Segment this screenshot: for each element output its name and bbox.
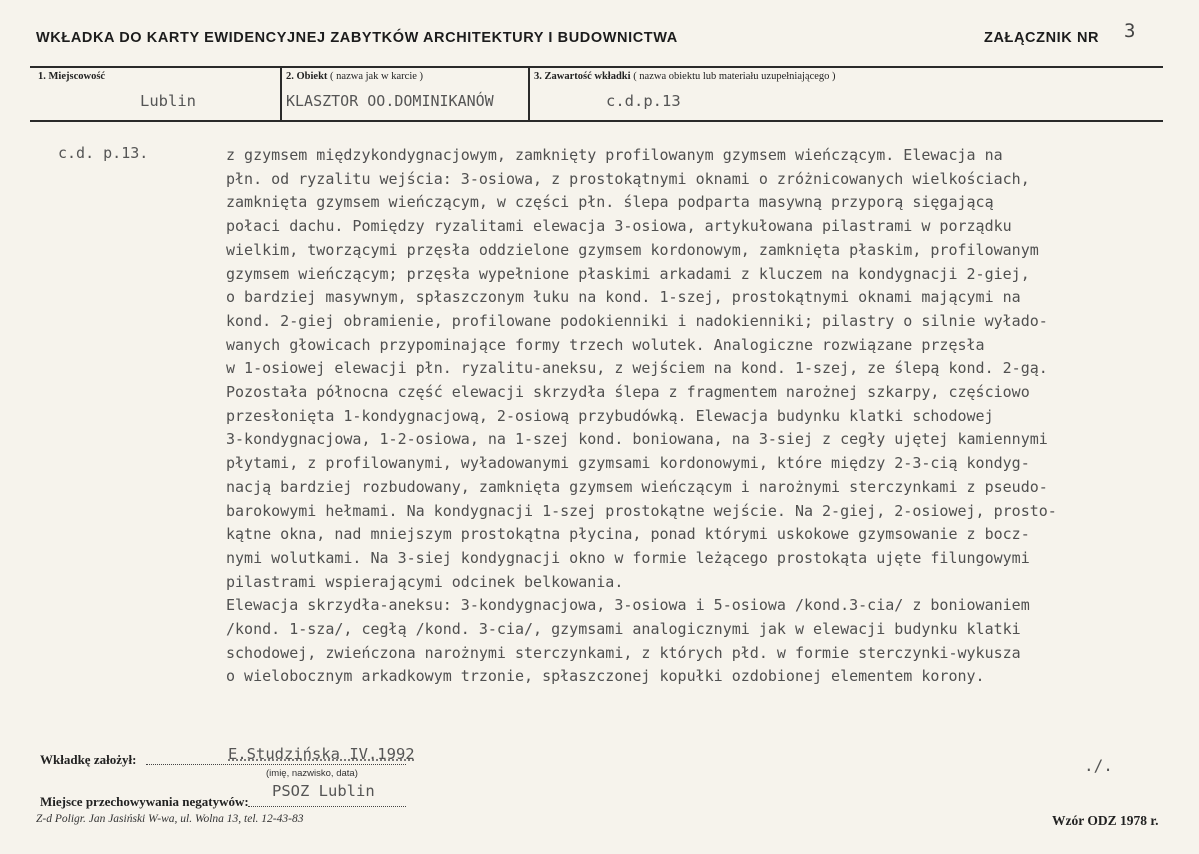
fields-divider-2 bbox=[528, 66, 530, 122]
side-reference: c.d. p.13. bbox=[58, 144, 149, 162]
object-value: KLASZTOR OO.DOMINIKANÓW bbox=[286, 92, 494, 110]
object-label-note: ( nazwa jak w karcie ) bbox=[330, 71, 424, 82]
fields-bottom-rule bbox=[30, 120, 1163, 122]
contents-label bbox=[534, 71, 836, 82]
form-title: WKŁADKA DO KARTY EWIDENCYJNEJ ZABYTKÓW ARCHITEKTURY I BUDOWNICTWA bbox=[36, 30, 678, 46]
description-line: w 1-osiowej elewacji płn. ryzalitu-aneksu, z wejściem na kond. 1-szej, ze ślepą kond. 2-gą. bbox=[226, 359, 1048, 378]
printer-note: Z-d Poligr. Jan Jasiński W-wa, ul. Wolna 13, tel. 12-43-83 bbox=[36, 813, 304, 825]
contents-label-note: ( nazwa obiektu lub materiału uzupełniającego ) bbox=[633, 71, 836, 82]
locality-label: 1. Miejscowość bbox=[38, 71, 106, 82]
fields-divider-1 bbox=[280, 66, 282, 122]
negatives-label: Miejsce przechowywania negatywów: bbox=[40, 794, 249, 809]
compiled-by-label: Wkładkę założył: bbox=[40, 752, 137, 767]
description-line: barokowymi hełmami. Na kondygnacji 1-szej prostokątne wejście. Na 2-giej, 2-osiowej, prosto- bbox=[226, 501, 1057, 520]
annex-number: 3 bbox=[1124, 20, 1136, 42]
description-line: płn. od ryzalitu wejścia: 3-osiowa, z prostokątnymi oknami o zróżnicowanych wielkościach, bbox=[226, 169, 1030, 188]
description-line: wanych głowicach przypominające formy trzech wolutek. Analogiczne rozwiązane przęsła bbox=[226, 335, 985, 354]
contents-value: c.d.p.13 bbox=[606, 92, 681, 110]
description-line: o bardziej masywnym, spłaszczonym łuku na kond. 1-szej, prostokątnymi oknami mającymi na bbox=[226, 288, 1021, 307]
object-label bbox=[286, 71, 423, 82]
description-line: z gzymsem międzykondygnacjowym, zamknięty profilowanym gzymsem wieńczącym. Elewacja na bbox=[226, 146, 1003, 164]
description-line: nacją bardziej rozbudowany, zamknięta gzymsem wieńczącym i narożnymi sterczynkami z pseudo- bbox=[226, 477, 1048, 496]
description-line: gzymsem wieńczącym; przęsła wypełnione płaskimi arkadami z kluczem na kondygnacji 2-giej, bbox=[226, 264, 1030, 283]
description-line: Elewacja skrzydła-aneksu: 3-kondygnacjowa, 3-osiowa i 5-osiowa /kond.3-cia/ z boniowaniem bbox=[226, 596, 1030, 615]
object-label-text: 2. Obiekt bbox=[286, 71, 328, 82]
negatives-dotted-line bbox=[248, 806, 406, 807]
description-line: Pozostała północna część elewacji skrzydła ślepa z fragmentem narożnej szkarpy, częściowo bbox=[226, 383, 1030, 402]
description-line: połaci dachu. Pomiędzy ryzalitami elewacja 3-osiowa, artykułowana pilastrami w porządku bbox=[226, 217, 1012, 236]
end-mark: ./. bbox=[1084, 756, 1113, 775]
contents-label-text: 3. Zawartość wkładki bbox=[534, 71, 631, 82]
locality-value: Lublin bbox=[140, 92, 196, 110]
description-line: o wielobocznym arkadkowym trzonie, spłaszczonej kopułki ozdobionej elementem korony. bbox=[226, 667, 985, 686]
description-line: płytami, z profilowanymi, wyładowanymi gzymsami kordonowymi, które między 2-3-cią kondyg- bbox=[226, 454, 1030, 473]
description-line: 3-kondygnacjowa, 1-2-osiowa, na 1-szej kond. boniowana, na 3-siej z cegły ujętej kamiennymi bbox=[226, 430, 1048, 449]
description-line: schodowej, zwieńczona narożnymi sterczynkami, z których płd. w formie sterczynki-wykusza bbox=[226, 643, 1021, 662]
description-line: wielkim, tworzącymi przęsła oddzielone gzymsem kordonowym, zamknięta płaskim, profilowanym bbox=[226, 240, 1039, 259]
description-line: pilastrami wspierającymi odcinek belkowania. bbox=[226, 572, 624, 591]
description-line: /kond. 1-sza/, cegłą /kond. 3-cia/, gzymsami analogicznymi jak w elewacji budynku klatki bbox=[226, 620, 1021, 639]
description-line: kątne okna, nad mniejszym prostokątna płycina, ponad którymi uskokowe gzymsowanie z bocz- bbox=[226, 525, 1030, 544]
description-line: zamknięta gzymsem wieńczącym, w części płn. ślepa podparta masywną przyporą sięgającą bbox=[226, 193, 994, 212]
description-line: nymi wolutkami. Na 3-siej kondygnacji okno w formie leżącego prostokąta ujęte filungowymi bbox=[226, 548, 1030, 567]
compiled-by-dotted-line bbox=[146, 764, 406, 765]
description-line: kond. 2-giej obramienie, profilowane podokienniki i nadokienniki; pilastry o silnie wyłado- bbox=[226, 311, 1048, 330]
annex-label: ZAŁĄCZNIK NR bbox=[984, 30, 1100, 46]
fields-top-rule bbox=[30, 66, 1163, 68]
compiled-by-value: E.Studzińska IV.1992 bbox=[228, 745, 415, 763]
negatives-value: PSOZ Lublin bbox=[272, 782, 375, 800]
description-line: przesłonięta 1-kondygnacjową, 2-osiową przybudówką. Elewacja budynku klatki schodowej bbox=[226, 406, 994, 425]
model-label: Wzór ODZ 1978 r. bbox=[1052, 813, 1159, 828]
compiled-by-caption: (imię, nazwisko, data) bbox=[266, 768, 358, 779]
description-text bbox=[226, 144, 1176, 689]
